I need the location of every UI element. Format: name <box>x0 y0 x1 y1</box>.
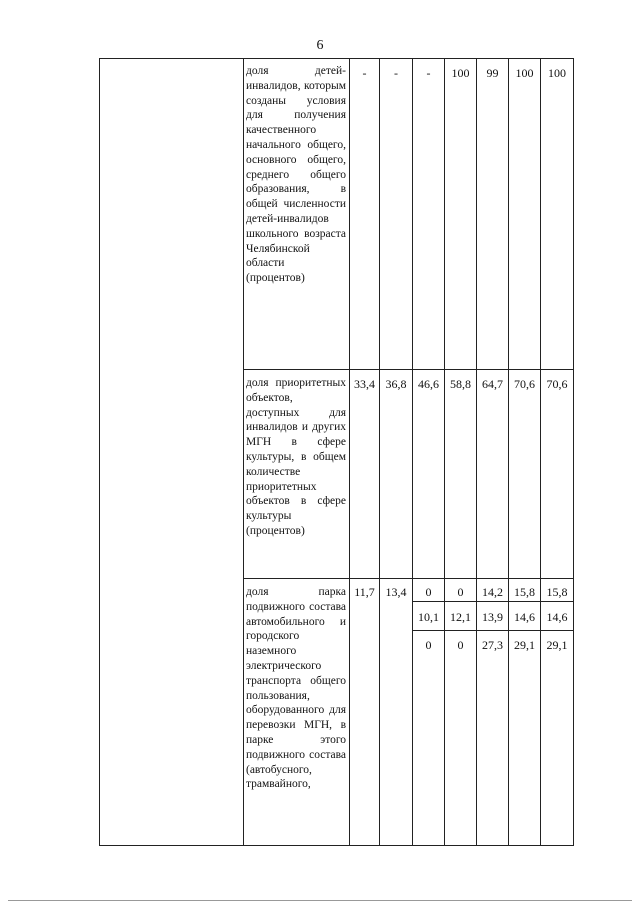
table-cell: 12,1 <box>450 610 471 624</box>
sub-row-divider <box>412 601 574 602</box>
table-cell: 0 <box>457 638 464 652</box>
table-cell: 100 <box>451 66 470 80</box>
column-divider <box>412 58 413 845</box>
column-divider <box>243 58 244 845</box>
column-divider <box>540 58 541 845</box>
column-divider <box>508 58 509 845</box>
table-cell: 13,4 <box>385 585 407 599</box>
table-border-left <box>99 58 100 845</box>
indicator-text: доля детей-инвалидов, которым созданы условия для получения качественного начального общего, основного общего, среднего общего образования, в общей численности детей-инвалидов школьного возраста Челябинской области (процентов) <box>246 65 346 285</box>
table-cell: 15,8 <box>546 585 568 599</box>
table-cell: 99 <box>486 66 499 80</box>
table-cell: - <box>362 66 367 80</box>
table-cell: 33,4 <box>354 377 375 391</box>
indicator-text: доля приоритетных объектов, доступных для инвалидов и других МГН в сфере культуры, в общем количестве приоритетных объектов в сфере культуры (процентов) <box>246 377 346 537</box>
page-bottom-edge <box>8 900 632 901</box>
table-cell: 0 <box>425 638 432 652</box>
table-cell: 11,7 <box>354 585 375 599</box>
table-cell: 70,6 <box>514 377 535 391</box>
table-cell: 58,8 <box>450 377 471 391</box>
table-cell: 29,1 <box>546 638 568 652</box>
table-cell: 36,8 <box>385 377 407 391</box>
row-divider <box>243 578 574 579</box>
table-cell: 0 <box>425 585 432 599</box>
row-divider <box>243 369 574 370</box>
table-border-bottom <box>99 845 574 846</box>
table-cell: 46,6 <box>418 377 439 391</box>
table-cell: 14,6 <box>514 610 535 624</box>
table-cell: 15,8 <box>514 585 535 599</box>
table-cell: - <box>426 66 431 80</box>
table-cell: 27,3 <box>482 638 503 652</box>
indicator-text: доля парка подвижного состава автомобильного и городского наземного электрического транспорта общего пользования, оборудованного для перевозки МГН, в парке этого подвижного состава (автобусного, трамвайного, <box>246 586 346 791</box>
column-divider <box>379 58 380 845</box>
table-cell: 14,2 <box>482 585 503 599</box>
table-cell: 10,1 <box>418 610 439 624</box>
table-border-right <box>573 58 574 845</box>
table-cell: - <box>394 66 398 80</box>
table-cell: 29,1 <box>514 638 535 652</box>
table-cell: 13,9 <box>482 610 503 624</box>
column-divider <box>349 58 350 845</box>
table-cell: 100 <box>515 66 534 80</box>
table-cell: 64,7 <box>482 377 503 391</box>
table-cell: 14,6 <box>546 610 568 624</box>
column-divider <box>444 58 445 845</box>
table-border-top <box>99 58 574 59</box>
column-divider <box>476 58 477 845</box>
table-cell: 70,6 <box>546 377 568 391</box>
page-number: 6 <box>316 38 324 53</box>
table-cell: 100 <box>548 66 566 80</box>
sub-row-divider <box>412 630 574 631</box>
table-cell: 0 <box>457 585 464 599</box>
